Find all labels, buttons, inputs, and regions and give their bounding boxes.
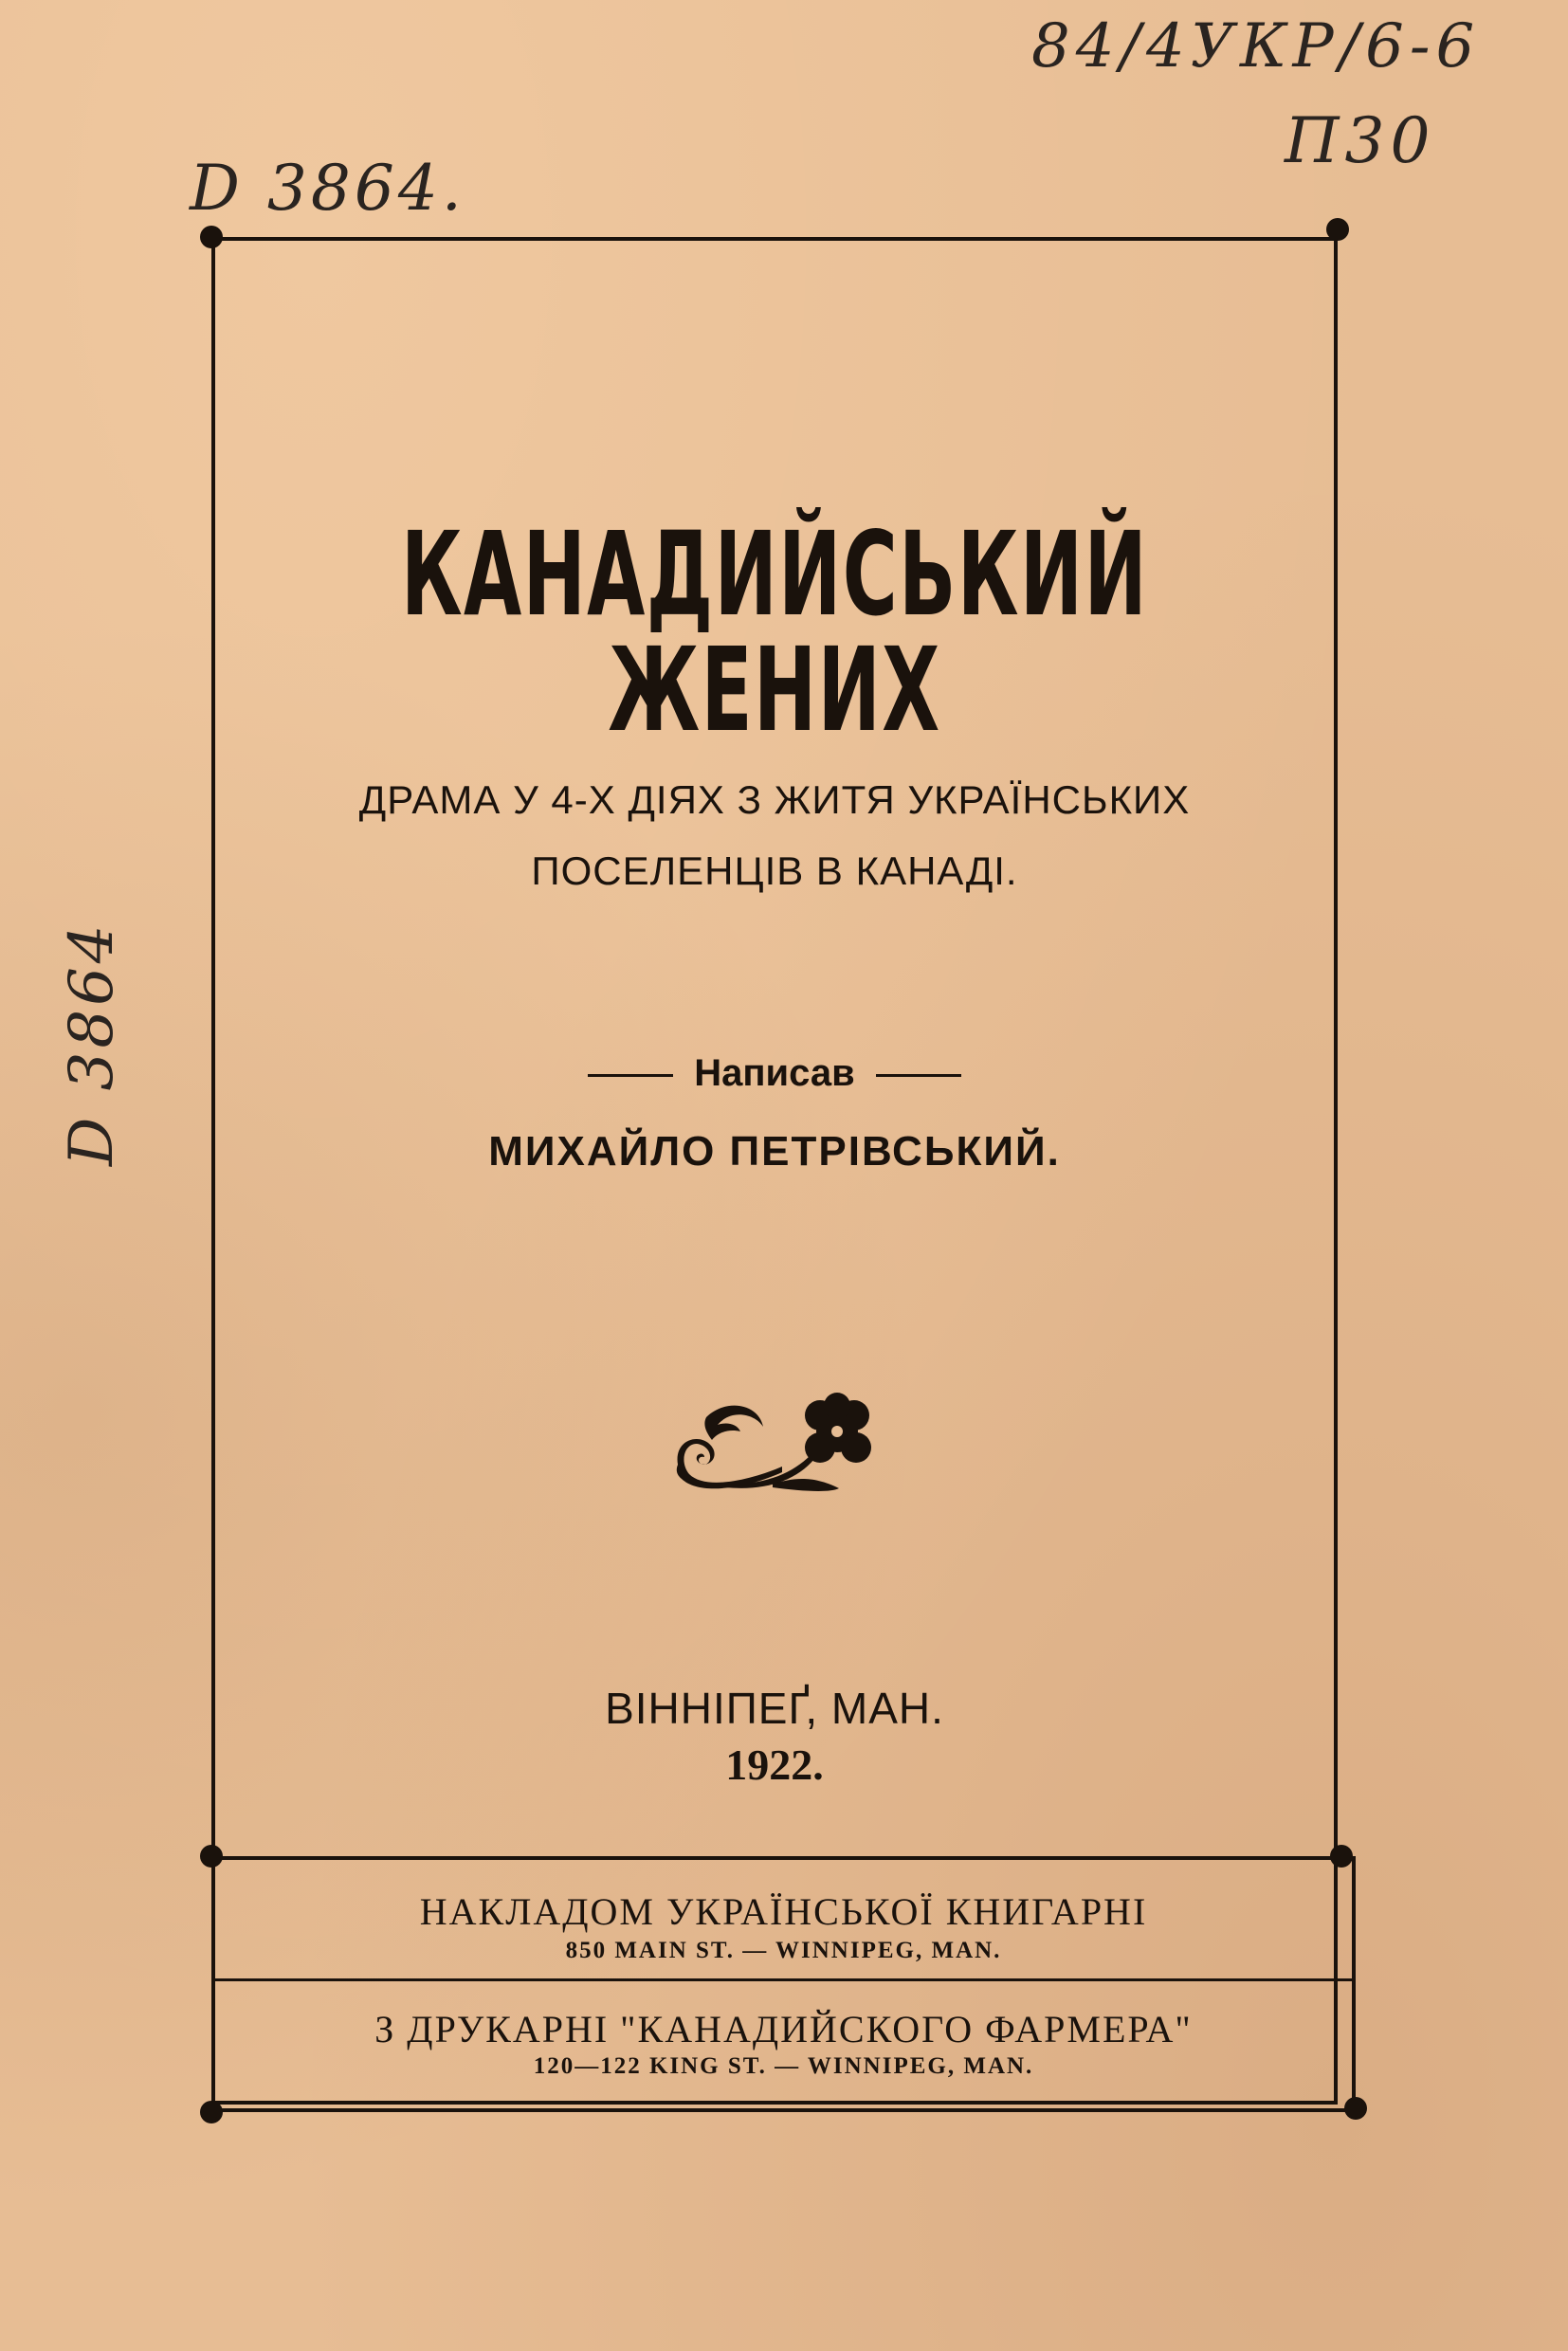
handwritten-shelf-mark: 84/4УКР/6-6: [1031, 11, 1481, 82]
dash-right: [876, 1074, 961, 1077]
publisher-address-1: 850 MAIN ST. — WINNIPEG, MAN.: [565, 1938, 1002, 1963]
handwritten-shelf-mark-2: П30: [1285, 104, 1436, 177]
handwritten-catalog-number: D 3864.: [190, 152, 465, 225]
author-name: МИХАЙЛО ПЕТРІВСЬКИЙ.: [488, 1128, 1061, 1175]
author-label: Написав: [694, 1052, 855, 1094]
flower-ornament-icon: [668, 1379, 886, 1503]
publication-place: ВІННІПЕҐ, МАН.: [605, 1684, 944, 1733]
frame-corner-dot: [200, 226, 223, 248]
subtitle-line-2: ПОСЕЛЕНЦІВ В КАНАДІ.: [531, 848, 1018, 893]
frame-corner-dot: [1326, 218, 1349, 241]
publication-year: 1922.: [725, 1740, 824, 1789]
publisher-line-1: НАКЛАДОМ УКРАЇНСЬКОЇ КНИГАРНІ: [419, 1890, 1148, 1933]
handwritten-side-number: D 3864: [57, 920, 127, 1166]
author-label-row: [211, 1052, 1338, 1095]
publisher-divider: [215, 1978, 1352, 1981]
publisher-line-2: З ДРУКАРНІ "КАНАДИЙСКОГО ФАРМЕРА": [374, 2008, 1193, 2050]
dash-left: [588, 1074, 673, 1077]
publisher-address-2: 120—122 KING ST. — WINNIPEG, MAN.: [533, 2053, 1034, 2079]
subtitle-line-1: ДРАМА У 4-Х ДІЯХ З ЖИТЯ УКРАЇНСЬКИХ: [358, 777, 1191, 822]
book-title: КАНАДИЙСЬКИЙ ЖЕНИХ: [400, 507, 1149, 757]
